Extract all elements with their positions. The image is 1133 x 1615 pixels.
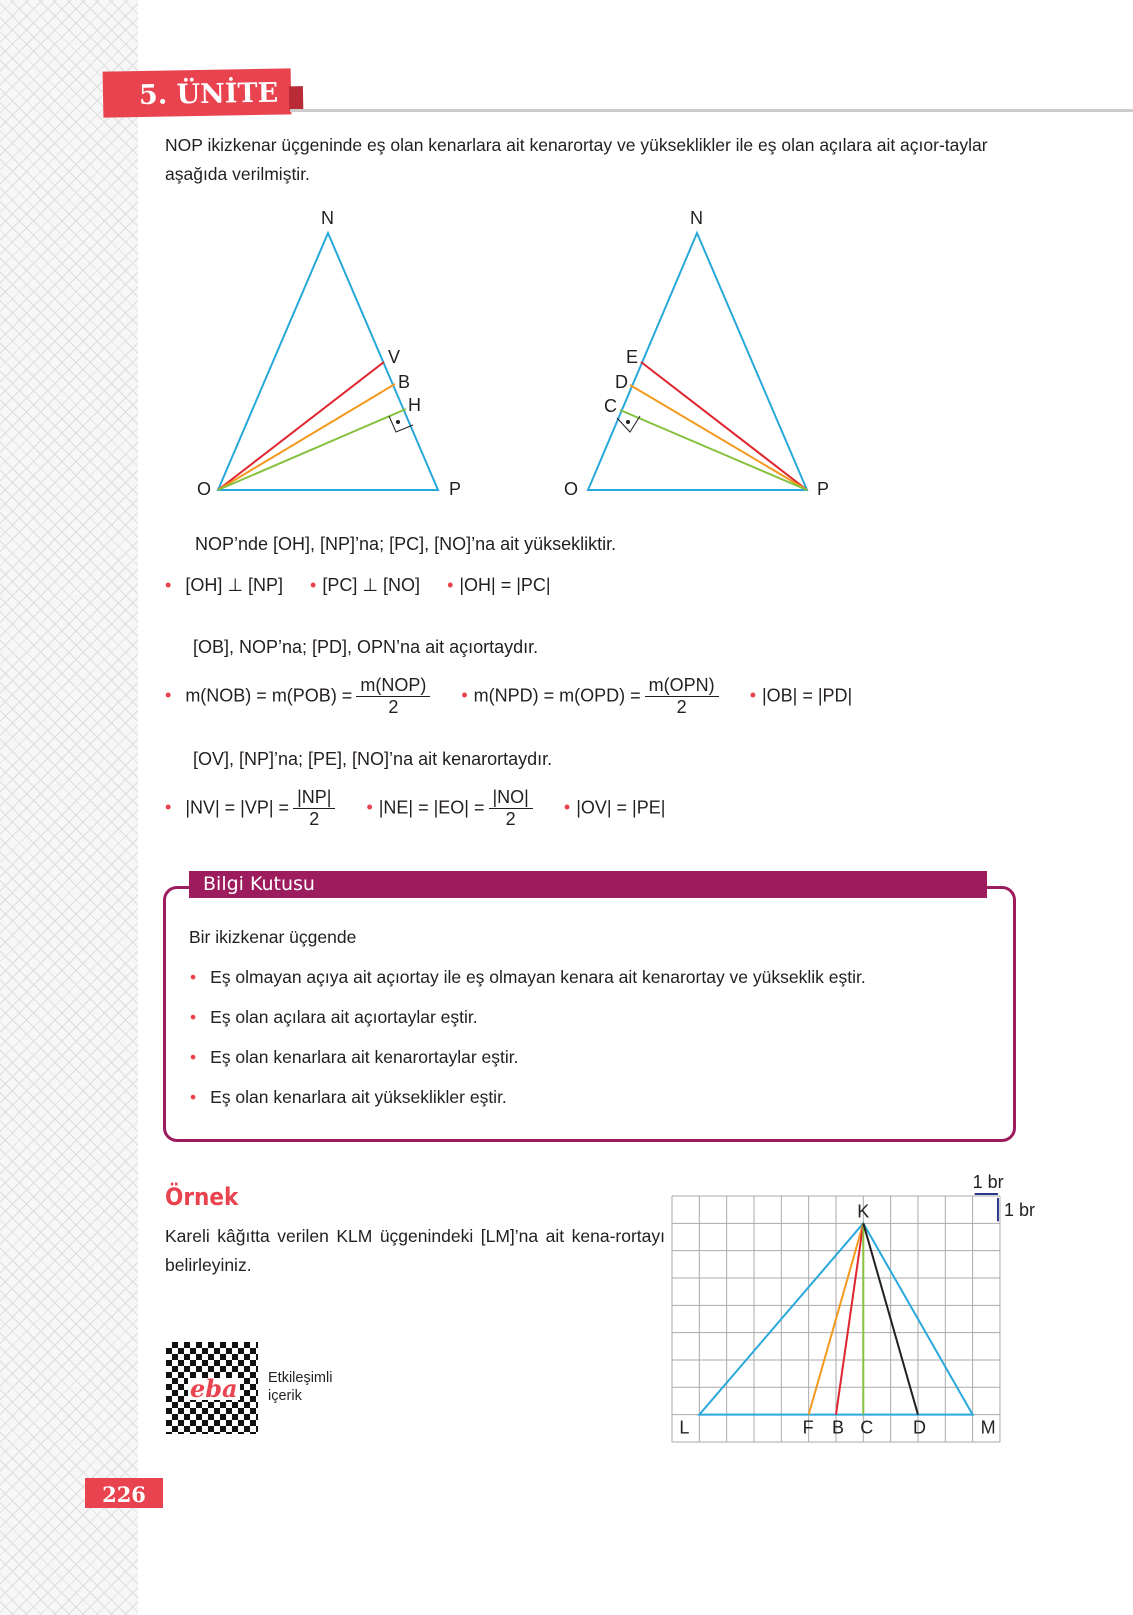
intro-text: NOP ikizkenar üçgeninde eş olan kenarlara ait kenarortay ve yükseklikler ile eş olan açılara ait açıor-taylar aşağıda verilmiştir. xyxy=(165,135,988,184)
svg-text:N: N xyxy=(690,208,703,228)
grid-label: M xyxy=(980,1417,996,1438)
info-box-lead: Bir ikizkenar üçgende xyxy=(189,927,357,947)
altitude-oh xyxy=(218,409,406,490)
svg-text:P: P xyxy=(817,479,830,499)
median-text: [OV], [NP]’na; [PE], [NO]’na ait kenarortaydır. xyxy=(193,749,553,769)
median-ov xyxy=(218,362,384,490)
median-bullets: • |NV| = |VP| = $\frac{|NP|}{2}$ • |NE| = |EO| = $\frac{|NO|}{2}$ • |OV| = |PE| xyxy=(165,787,666,829)
svg-text:P: P xyxy=(449,479,462,499)
example-title: Örnek xyxy=(165,1183,239,1211)
median-pe xyxy=(641,362,807,490)
svg-text:B: B xyxy=(398,372,411,392)
info-item: • Eş olmayan açıya ait açıortay ile eş olmayan kenara ait kenarortay ve yükseklik eştir. xyxy=(190,967,866,987)
segment-kb xyxy=(836,1223,863,1414)
bisector-text: [OB], NOP’na; [PD], OPN’na ait açıortaydır. xyxy=(193,637,539,657)
svg-text:N: N xyxy=(321,208,334,228)
grid-label: B xyxy=(831,1417,844,1438)
unit-x-label: 1 br xyxy=(972,1172,1004,1192)
triangle-figures xyxy=(0,0,1133,520)
svg-text:V: V xyxy=(388,347,401,367)
grid-label: C xyxy=(860,1417,874,1438)
bisector-pd xyxy=(630,385,807,490)
grid-label: F xyxy=(802,1417,814,1438)
altitude-bullets: • [OH] ⊥ [NP] • [PC] ⊥ [NO] • |OH| = |PC| xyxy=(165,575,551,595)
svg-text:O: O xyxy=(197,479,212,499)
info-item: • Eş olan kenarlara ait yükseklikler eştir. xyxy=(190,1087,507,1107)
info-item: • Eş olan açılara ait açıortaylar eştir. xyxy=(190,1007,478,1027)
svg-text:E: E xyxy=(626,347,639,367)
grid-label: D xyxy=(912,1417,926,1438)
svg-text:D: D xyxy=(615,372,628,392)
svg-text:H: H xyxy=(408,395,421,415)
unit-badge: 5. ÜNİTE xyxy=(103,68,292,117)
unit-y-label: 1 br xyxy=(1003,1200,1035,1220)
grid-label: L xyxy=(679,1417,690,1438)
example-text: Kareli kâğıtta verilen KLM üçgenindeki [LM]’na ait kena-rortayı belirleyiniz. xyxy=(165,1226,665,1275)
triangle-nop-right xyxy=(588,233,807,490)
qr-code[interactable]: eba xyxy=(166,1342,258,1434)
page-number: 226 xyxy=(85,1478,163,1508)
bisector-ob xyxy=(218,384,395,490)
qr-caption: Etkileşimli içerik xyxy=(268,1370,333,1404)
grid-label: K xyxy=(857,1201,870,1222)
grid-figure xyxy=(660,1165,1080,1455)
info-item: • Eş olan kenarlara ait kenarortaylar eştir. xyxy=(190,1047,519,1067)
altitude-text: NOP’nde [OH], [NP]’na; [PC], [NO]’na ait yüksekliktir. xyxy=(195,534,617,554)
svg-text:O: O xyxy=(564,479,579,499)
bisector-bullets: • m(NOB) = m(POB) = $\frac{\text{m(NOP)}}{2}$ • m(NPD) = m(OPD) = $\frac{\text{m(OPN)}}{2}$ • |OB| = |PD| xyxy=(165,675,853,717)
info-box-title: Bilgi Kutusu xyxy=(189,871,987,898)
triangle-nop-left xyxy=(218,233,438,490)
svg-text:C: C xyxy=(604,396,617,416)
